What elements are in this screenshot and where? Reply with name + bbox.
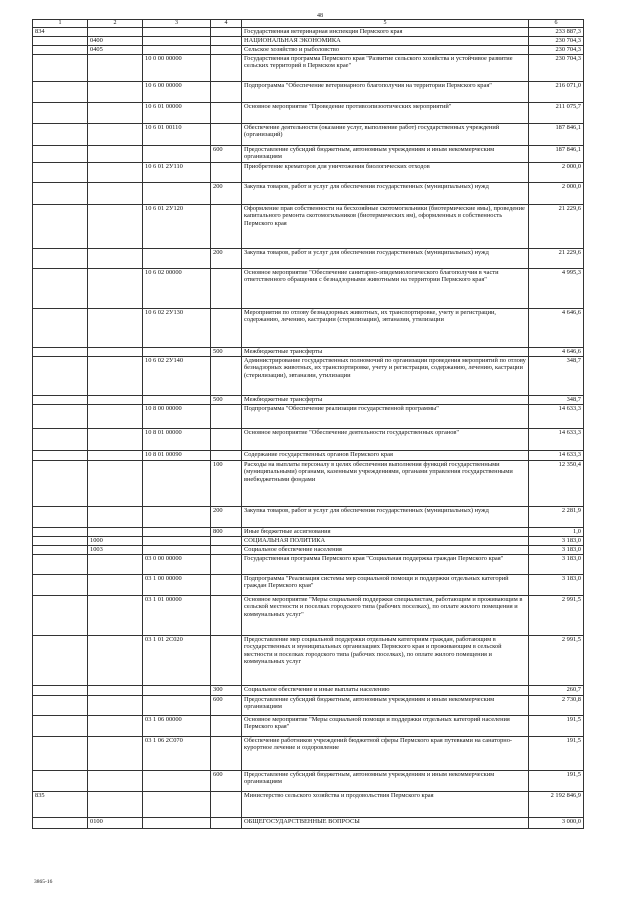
amount-cell: 4 646,6 (529, 348, 584, 357)
amount-cell: 230 704,3 (529, 55, 584, 82)
expense-type-cell (211, 575, 242, 596)
expense-type-cell: 200 (211, 249, 242, 269)
table-row (33, 82, 584, 103)
target-article-cell (143, 348, 211, 357)
target-article-cell (143, 818, 211, 829)
column-number: 2 (88, 20, 143, 28)
target-article-cell (143, 461, 211, 507)
expense-type-cell (211, 555, 242, 575)
description-cell: Межбюджетные трансферты (242, 348, 529, 357)
description-cell: Закупка товаров, работ и услуг для обеспечения государственных (муниципальных) нужд (242, 249, 529, 269)
amount-cell: 2 991,5 (529, 596, 584, 636)
expense-type-cell (211, 546, 242, 555)
amount-cell: 348,7 (529, 396, 584, 405)
table-row (33, 396, 584, 405)
table-row (33, 686, 584, 696)
target-article-cell: 10 6 00 00000 (143, 82, 211, 103)
section-code-cell (88, 357, 143, 396)
expense-type-cell: 100 (211, 461, 242, 507)
table-row (33, 103, 584, 124)
target-article-cell (143, 546, 211, 555)
amount-cell: 187 846,1 (529, 124, 584, 146)
expense-type-cell (211, 46, 242, 55)
target-article-cell: 10 6 02 00000 (143, 269, 211, 309)
admin-code-cell (33, 737, 88, 771)
admin-code-cell (33, 696, 88, 716)
description-cell: Основное мероприятие "Обеспечение деятельности государственных органов" (242, 429, 529, 451)
admin-code-cell (33, 429, 88, 451)
admin-code-cell (33, 309, 88, 348)
expense-type-cell (211, 429, 242, 451)
admin-code-cell (33, 183, 88, 205)
amount-cell: 233 887,3 (529, 28, 584, 37)
amount-cell: 230 704,3 (529, 37, 584, 46)
amount-cell: 3 183,0 (529, 575, 584, 596)
description-cell: Министерство сельского хозяйства и продовольствия Пермского края (242, 792, 529, 818)
target-article-cell: 10 6 01 2У120 (143, 205, 211, 249)
amount-cell: 1,0 (529, 528, 584, 537)
target-article-cell: 10 6 02 2У130 (143, 309, 211, 348)
expense-type-cell (211, 451, 242, 461)
amount-cell: 2 000,0 (529, 163, 584, 183)
expense-type-cell: 500 (211, 396, 242, 405)
amount-cell: 211 075,7 (529, 103, 584, 124)
target-article-cell (143, 46, 211, 55)
description-cell: Иные бюджетные ассигнования (242, 528, 529, 537)
expense-type-cell: 600 (211, 771, 242, 792)
description-cell: Администрирование государственных полномочий по организации проведения мероприятий по отлову безнадзорных животных, их транспортировке, учету и регистрации, содержанию, лечению, кастрации (стерилизации), эвтаназии, утилизации (242, 357, 529, 396)
column-number: 1 (33, 20, 88, 28)
target-article-cell (143, 37, 211, 46)
description-cell: Обеспечение работников учреждений бюджетной сферы Пермского края путевками на санаторно-курортное лечение и оздоровление (242, 737, 529, 771)
budget-table (32, 19, 584, 829)
table-body (33, 28, 584, 829)
description-cell: Подпрограмма "Обеспечение ветеринарного благополучия на территории Пермского края" (242, 82, 529, 103)
description-cell: Социальное обеспечение и иные выплаты населению (242, 686, 529, 696)
admin-code-cell (33, 686, 88, 696)
amount-cell: 191,5 (529, 771, 584, 792)
description-cell: Межбюджетные трансферты (242, 396, 529, 405)
description-cell: Предоставление субсидий бюджетным, автономным учреждениям и иным некоммерческим организациям (242, 696, 529, 716)
section-code-cell (88, 183, 143, 205)
expense-type-cell (211, 636, 242, 686)
target-article-cell (143, 249, 211, 269)
admin-code-cell (33, 546, 88, 555)
section-code-cell (88, 696, 143, 716)
table-row (33, 771, 584, 792)
section-code-cell (88, 596, 143, 636)
target-article-cell: 10 6 01 00110 (143, 124, 211, 146)
amount-cell: 4 995,3 (529, 269, 584, 309)
admin-code-cell (33, 249, 88, 269)
description-cell: Предоставление мер социальной поддержки отдельным категориям граждан, работающим в государственных и муниципальных организациях Пермского края и проживающим в сельской местности и поселках городского типа (рабочих поселках), по оплате жилого помещения и коммунальных услуг (242, 636, 529, 686)
target-article-cell: 10 6 01 00000 (143, 103, 211, 124)
section-code-cell (88, 82, 143, 103)
admin-code-cell (33, 269, 88, 309)
table-row (33, 696, 584, 716)
section-code-cell (88, 771, 143, 792)
amount-cell: 3 183,0 (529, 537, 584, 546)
admin-code-cell (33, 596, 88, 636)
admin-code-cell (33, 82, 88, 103)
admin-code-cell (33, 528, 88, 537)
page-number: 48 (317, 13, 323, 19)
table-row (33, 205, 584, 249)
amount-cell: 21 229,6 (529, 205, 584, 249)
description-cell: Содержание государственных органов Пермского края (242, 451, 529, 461)
description-cell: ОБЩЕГОСУДАРСТВЕННЫЕ ВОПРОСЫ (242, 818, 529, 829)
column-number: 5 (242, 20, 529, 28)
expense-type-cell (211, 205, 242, 249)
table-row (33, 357, 584, 396)
description-cell: Сельское хозяйство и рыболовство (242, 46, 529, 55)
table-row (33, 269, 584, 309)
target-article-cell: 03 0 00 00000 (143, 555, 211, 575)
description-cell: Обеспечение деятельности (оказание услуг, выполнение работ) государственных учреждений (организаций) (242, 124, 529, 146)
table-row (33, 55, 584, 82)
expense-type-cell (211, 163, 242, 183)
admin-code-cell (33, 636, 88, 686)
amount-cell: 4 646,6 (529, 309, 584, 348)
section-code-cell (88, 396, 143, 405)
section-code-cell (88, 737, 143, 771)
admin-code-cell (33, 818, 88, 829)
amount-cell: 2 000,0 (529, 183, 584, 205)
amount-cell: 2 192 846,9 (529, 792, 584, 818)
description-cell: Основное мероприятие "Меры социальной помощи и поддержки отдельных категорий населения Пермского края" (242, 716, 529, 737)
amount-cell: 21 229,6 (529, 249, 584, 269)
amount-cell: 2 991,5 (529, 636, 584, 686)
table-row (33, 348, 584, 357)
amount-cell: 14 633,3 (529, 451, 584, 461)
section-code-cell: 1003 (88, 546, 143, 555)
amount-cell: 260,7 (529, 686, 584, 696)
target-article-cell: 03 1 01 2С020 (143, 636, 211, 686)
target-article-cell: 10 8 01 00090 (143, 451, 211, 461)
target-article-cell (143, 528, 211, 537)
admin-code-cell (33, 716, 88, 737)
amount-cell: 3 183,0 (529, 546, 584, 555)
admin-code-cell (33, 37, 88, 46)
table-row (33, 124, 584, 146)
table-row (33, 546, 584, 555)
target-article-cell (143, 507, 211, 528)
admin-code-cell (33, 507, 88, 528)
section-code-cell: 0400 (88, 37, 143, 46)
table-row (33, 429, 584, 451)
section-code-cell (88, 451, 143, 461)
admin-code-cell (33, 46, 88, 55)
admin-code-cell (33, 451, 88, 461)
table-row (33, 405, 584, 429)
section-code-cell: 0405 (88, 46, 143, 55)
table-row (33, 575, 584, 596)
section-code-cell (88, 507, 143, 528)
table-row (33, 737, 584, 771)
description-cell: Расходы на выплаты персоналу в целях обеспечения выполнения функций государственными (муниципальными) органами, казенными учреждениями, органами управления государственными внебюджетными фондами (242, 461, 529, 507)
expense-type-cell (211, 716, 242, 737)
admin-code-cell (33, 357, 88, 396)
expense-type-cell (211, 357, 242, 396)
admin-code-cell: 835 (33, 792, 88, 818)
section-code-cell (88, 309, 143, 348)
amount-cell: 14 633,3 (529, 429, 584, 451)
description-cell: Социальное обеспечение населения (242, 546, 529, 555)
target-article-cell (143, 183, 211, 205)
description-cell: Мероприятия по отлову безнадзорных животных, их транспортировке, учету и регистрации, содержанию, лечению, кастрации (стерилизации), эвтаназии, утилизации (242, 309, 529, 348)
expense-type-cell (211, 103, 242, 124)
expense-type-cell (211, 309, 242, 348)
admin-code-cell (33, 55, 88, 82)
section-code-cell (88, 269, 143, 309)
admin-code-cell (33, 163, 88, 183)
expense-type-cell (211, 55, 242, 82)
target-article-cell (143, 686, 211, 696)
description-cell: Закупка товаров, работ и услуг для обеспечения государственных (муниципальных) нужд (242, 183, 529, 205)
amount-cell: 216 071,0 (529, 82, 584, 103)
admin-code-cell (33, 348, 88, 357)
amount-cell: 348,7 (529, 357, 584, 396)
description-cell: Закупка товаров, работ и услуг для обеспечения государственных (муниципальных) нужд (242, 507, 529, 528)
expense-type-cell: 600 (211, 696, 242, 716)
footer-code: 3865-16 (34, 879, 53, 885)
expense-type-cell (211, 737, 242, 771)
expense-type-cell (211, 405, 242, 429)
column-number: 6 (529, 20, 584, 28)
table-row (33, 28, 584, 37)
section-code-cell (88, 405, 143, 429)
amount-cell: 230 704,3 (529, 46, 584, 55)
table-row (33, 309, 584, 348)
admin-code-cell (33, 124, 88, 146)
admin-code-cell: 834 (33, 28, 88, 37)
expense-type-cell: 200 (211, 507, 242, 528)
expense-type-cell: 600 (211, 146, 242, 163)
target-article-cell (143, 537, 211, 546)
admin-code-cell (33, 146, 88, 163)
description-cell: Подпрограмма "Обеспечение реализации государственной программы" (242, 405, 529, 429)
section-code-cell (88, 429, 143, 451)
section-code-cell (88, 528, 143, 537)
admin-code-cell (33, 537, 88, 546)
section-code-cell (88, 146, 143, 163)
section-code-cell: 1000 (88, 537, 143, 546)
expense-type-cell (211, 82, 242, 103)
section-code-cell (88, 205, 143, 249)
target-article-cell: 10 6 01 2У110 (143, 163, 211, 183)
description-cell: Приобретение крематоров для уничтожения биологических отходов (242, 163, 529, 183)
section-code-cell (88, 348, 143, 357)
target-article-cell (143, 146, 211, 163)
section-code-cell (88, 636, 143, 686)
admin-code-cell (33, 396, 88, 405)
table-row (33, 249, 584, 269)
amount-cell: 12 350,4 (529, 461, 584, 507)
expense-type-cell (211, 28, 242, 37)
table-row (33, 37, 584, 46)
section-code-cell (88, 103, 143, 124)
section-code-cell (88, 124, 143, 146)
section-code-cell (88, 686, 143, 696)
expense-type-cell (211, 269, 242, 309)
table-row (33, 507, 584, 528)
admin-code-cell (33, 461, 88, 507)
amount-cell: 14 633,3 (529, 405, 584, 429)
table-row (33, 792, 584, 818)
description-cell: НАЦИОНАЛЬНАЯ ЭКОНОМИКА (242, 37, 529, 46)
table-row (33, 451, 584, 461)
column-number-row (33, 20, 584, 28)
amount-cell: 2 281,9 (529, 507, 584, 528)
admin-code-cell (33, 575, 88, 596)
target-article-cell (143, 696, 211, 716)
amount-cell: 2 730,8 (529, 696, 584, 716)
section-code-cell (88, 575, 143, 596)
target-article-cell: 10 8 00 00000 (143, 405, 211, 429)
admin-code-cell (33, 555, 88, 575)
description-cell: Основное мероприятие "Обеспечение санитарно-эпидемиологического благополучия в части ответственного обращения с безнадзорными животными на территории Пермского края" (242, 269, 529, 309)
amount-cell: 3 000,0 (529, 818, 584, 829)
table-row (33, 636, 584, 686)
expense-type-cell (211, 818, 242, 829)
section-code-cell (88, 461, 143, 507)
target-article-cell (143, 396, 211, 405)
description-cell: Государственная программа Пермского края "Социальная поддержка граждан Пермского края" (242, 555, 529, 575)
description-cell: Предоставление субсидий бюджетным, автономным учреждениям и иным некоммерческим организациям (242, 771, 529, 792)
table-row (33, 46, 584, 55)
description-cell: Государственная ветеринарная инспекция Пермского края (242, 28, 529, 37)
section-code-cell (88, 163, 143, 183)
amount-cell: 3 183,0 (529, 555, 584, 575)
expense-type-cell: 200 (211, 183, 242, 205)
section-code-cell (88, 249, 143, 269)
amount-cell: 191,5 (529, 737, 584, 771)
expense-type-cell: 800 (211, 528, 242, 537)
target-article-cell (143, 792, 211, 818)
expense-type-cell: 500 (211, 348, 242, 357)
target-article-cell: 03 1 01 00000 (143, 596, 211, 636)
description-cell: Основное мероприятие "Меры социальной поддержки специалистам, работающим и проживающим в сельской местности и поселках городского типа (рабочих поселках), по оплате жилого помещения и коммунальных услуг" (242, 596, 529, 636)
table-row (33, 163, 584, 183)
admin-code-cell (33, 771, 88, 792)
column-number: 3 (143, 20, 211, 28)
section-code-cell (88, 792, 143, 818)
table-row (33, 183, 584, 205)
expense-type-cell (211, 37, 242, 46)
description-cell: Основное мероприятие "Проведение противоэпизоотических мероприятий" (242, 103, 529, 124)
target-article-cell (143, 771, 211, 792)
section-code-cell (88, 716, 143, 737)
admin-code-cell (33, 405, 88, 429)
table-row (33, 537, 584, 546)
expense-type-cell: 300 (211, 686, 242, 696)
admin-code-cell (33, 205, 88, 249)
section-code-cell (88, 28, 143, 37)
description-cell: Государственная программа Пермского края "Развитие сельского хозяйства и устойчивое развитие сельских территорий в Пермском крае" (242, 55, 529, 82)
target-article-cell: 03 1 06 2С070 (143, 737, 211, 771)
table-row (33, 528, 584, 537)
expense-type-cell (211, 537, 242, 546)
table-row (33, 555, 584, 575)
target-article-cell: 10 8 01 00000 (143, 429, 211, 451)
expense-type-cell (211, 124, 242, 146)
section-code-cell: 0100 (88, 818, 143, 829)
expense-type-cell (211, 792, 242, 818)
table-row (33, 461, 584, 507)
target-article-cell: 03 1 06 00000 (143, 716, 211, 737)
table-row (33, 818, 584, 829)
amount-cell: 191,5 (529, 716, 584, 737)
description-cell: Оформление прав собственности на бесхозяйные скотомогильники (биотермические ямы), проведение капитального ремонта скотомогильников (биотермических ям), оформленных в собственность Пермского края (242, 205, 529, 249)
target-article-cell: 10 0 00 00000 (143, 55, 211, 82)
description-cell: Предоставление субсидий бюджетным, автономным учреждениям и иным некоммерческим организациям (242, 146, 529, 163)
table-row (33, 716, 584, 737)
target-article-cell (143, 28, 211, 37)
column-number: 4 (211, 20, 242, 28)
target-article-cell: 10 6 02 2У140 (143, 357, 211, 396)
admin-code-cell (33, 103, 88, 124)
table-row (33, 596, 584, 636)
expense-type-cell (211, 596, 242, 636)
section-code-cell (88, 55, 143, 82)
section-code-cell (88, 555, 143, 575)
target-article-cell: 03 1 00 00000 (143, 575, 211, 596)
description-cell: СОЦИАЛЬНАЯ ПОЛИТИКА (242, 537, 529, 546)
description-cell: Подпрограмма "Реализация системы мер социальной помощи и поддержки отдельных категорий граждан Пермского края" (242, 575, 529, 596)
table-row (33, 146, 584, 163)
amount-cell: 187 846,1 (529, 146, 584, 163)
